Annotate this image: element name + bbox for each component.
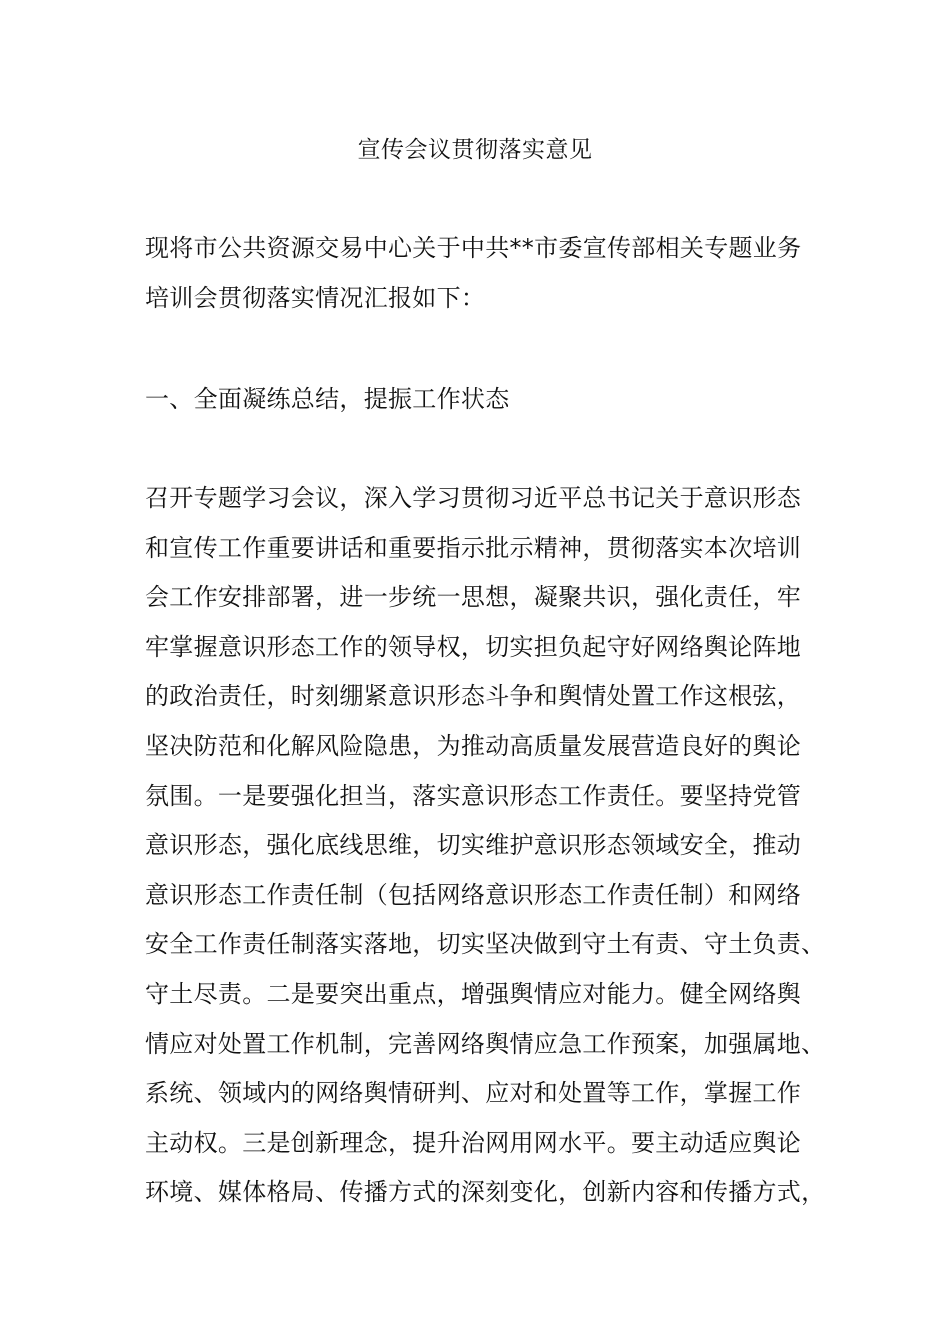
intro-line: 培训会贯彻落实情况汇报如下： xyxy=(145,283,486,312)
body-line: 坚决防范和化解风险隐患，为推动高质量发展营造良好的舆论 xyxy=(145,731,802,760)
body-line: 和宣传工作重要讲话和重要指示批示精神，贯彻落实本次培训 xyxy=(145,533,802,562)
body-line: 环境、媒体格局、传播方式的深刻变化，创新内容和传播方式， xyxy=(145,1178,826,1207)
body-line: 情应对处置工作机制，完善网络舆情应急工作预案，加强属地、 xyxy=(145,1029,826,1058)
body-line: 氛围。一是要强化担当，落实意识形态工作责任。要坚持党管 xyxy=(145,781,802,810)
intro-line: 现将市公共资源交易中心关于中共**市委宣传部相关专题业务 xyxy=(145,234,802,262)
body-line: 召开专题学习会议，深入学习贯彻习近平总书记关于意识形态 xyxy=(145,484,802,512)
body-line: 意识形态工作责任制（包括网络意识形态工作责任制）和网络 xyxy=(145,880,802,909)
document-title: 宣传会议贯彻落实意见 xyxy=(357,137,593,163)
section-heading-text: 一、全面凝练总结，提振工作状态 xyxy=(145,385,510,413)
body-paragraph xyxy=(145,474,826,1218)
body-line: 牢掌握意识形态工作的领导权，切实担负起守好网络舆论阵地 xyxy=(145,632,802,661)
body-line: 守土尽责。二是要突出重点，增强舆情应对能力。健全网络舆 xyxy=(145,979,802,1008)
intro-paragraph xyxy=(145,224,815,323)
section-heading xyxy=(145,375,815,425)
body-line: 安全工作责任制落实落地，切实坚决做到守土有责、守土负责、 xyxy=(145,930,826,959)
body-line: 系统、领域内的网络舆情研判、应对和处置等工作，掌握工作 xyxy=(145,1079,802,1108)
body-line: 会工作安排部署，进一步统一思想，凝聚共识，强化责任，牢 xyxy=(145,583,802,612)
body-line: 主动权。三是创新理念，提升治网用网水平。要主动适应舆论 xyxy=(145,1128,802,1157)
body-line: 意识形态，强化底线思维，切实维护意识形态领域安全，推动 xyxy=(145,831,802,860)
body-line: 的政治责任，时刻绷紧意识形态斗争和舆情处置工作这根弦， xyxy=(145,682,802,711)
